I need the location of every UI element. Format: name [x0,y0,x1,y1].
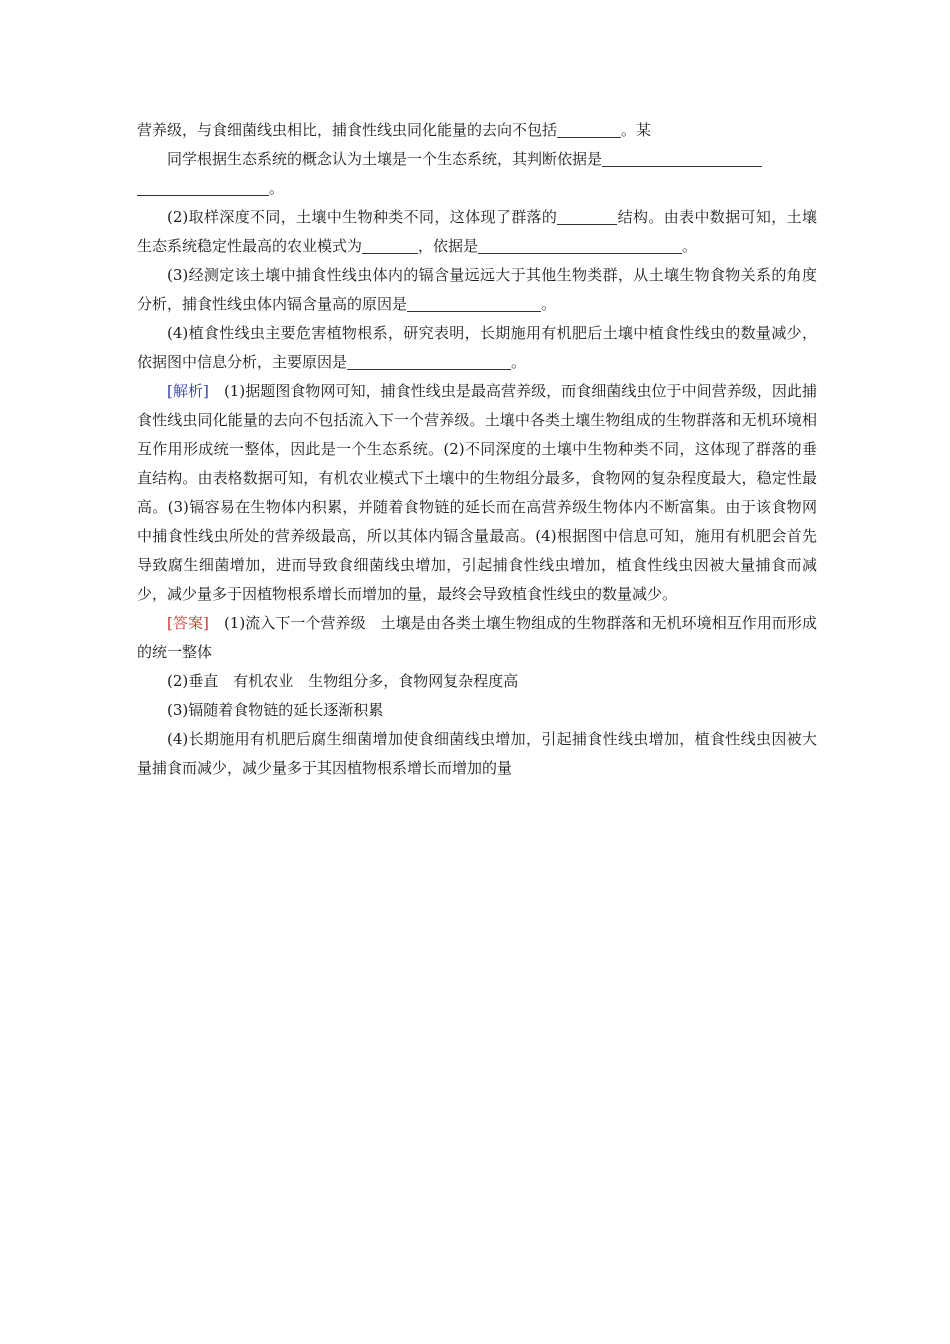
question-1-line-2 [137,145,817,203]
question-1-text-c: 同学根据生态系统的概念认为土壤是一个生态系统，其判断依据是 [167,150,603,168]
answer-blank-2b [137,177,269,196]
question-3-text-a: (3)经测定该土壤中捕食性线虫体内的镉含量远远大于其他生物类群，从土壤生物食物关系的角度分析，捕食性线虫体内镉含量高的原因是 [137,266,817,313]
answer-blank-2a [602,148,762,167]
answer-4-line [137,725,817,783]
analysis-text: (1)据题图食物网可知，捕食性线虫是最高营养级，而食细菌线虫位于中间营养级，因此捕食性线虫同化能量的去向不包括流入下一个营养级。土壤中各类土壤生物组成的生物群落和无机环境相互作用形成统一整体，因此是一个生态系统。(2)不同深度的土壤中生物种类不同，这体现了群落的垂直结构。由表格数据可知，有机农业模式下土壤中的生物组分最多，食物网的复杂程度最大，稳定性最高。(3)镉容易在生物体内积累，并随着食物链的延长而在高营养级生物体内不断富集。由于该食物网中捕食性线虫所处的营养级最高，所以其体内镉含量最高。(4)根据图中信息可知，施用有机肥会首先导致腐生细菌增加，进而导致食细菌线虫增加，引起捕食性线虫增加，植食性线虫因被大量捕食而减少，减少量多于因植物根系增长而增加的量，最终会导致植食性线虫的数量减少。 [137,382,817,603]
question-1-text-d: 。 [269,179,285,197]
question-2-text-a: (2)取样深度不同，土壤中生物种类不同，这体现了群落的 [167,208,558,226]
question-1-text-b: 。某 [621,121,652,139]
answer-blank-4 [362,235,418,254]
question-3 [137,261,817,319]
question-4-text-b: 。 [511,353,527,371]
question-1-text-a: 营养级，与食细菌线虫相比，捕食性线虫同化能量的去向不包括 [137,121,558,139]
answer-2-line [137,667,817,696]
question-4-text-a: (4)植食性线虫主要危害植物根系，研究表明，长期施用有机肥后土壤中植食性线虫的数量减少，依据图中信息分析，主要原因是 [137,324,817,371]
question-2-text-c: ，依据是 [418,237,479,255]
answer-2: (2)垂直 有机农业 生物组分多，食物网复杂程度高 [167,672,519,690]
answer-section [137,609,817,667]
document-page [137,116,817,783]
question-3-text-b: 。 [541,295,557,313]
question-4 [137,319,817,377]
answer-blank-6 [407,293,541,312]
answer-3: (3)镉随着食物链的延长逐渐积累 [167,701,384,719]
answer-4: (4)长期施用有机肥后腐生细菌增加使食细菌线虫增加，引起捕食性线虫增加，植食性线虫因被大量捕食而减少，减少量多于其因植物根系增长而增加的量 [137,730,817,777]
answer-1: (1)流入下一个营养级 土壤是由各类土壤生物组成的生物群落和无机环境相互作用而形成的统一整体 [137,614,817,661]
question-2-text-d: 。 [682,237,698,255]
question-2-text-b: 结构。由表中数据可知，土壤生态系统稳定性最高的农业模式为 [137,208,817,255]
question-2 [137,203,817,261]
question-1-line-1 [137,116,817,145]
answer-blank-1 [557,119,621,138]
answer-blank-5 [478,235,682,254]
analysis-section [137,377,817,609]
answer-tag: [答案] [167,614,209,632]
answer-blank-3 [557,206,617,225]
answer-blank-7 [347,351,511,370]
answer-3-line [137,696,817,725]
analysis-tag: [解析] [167,382,209,400]
